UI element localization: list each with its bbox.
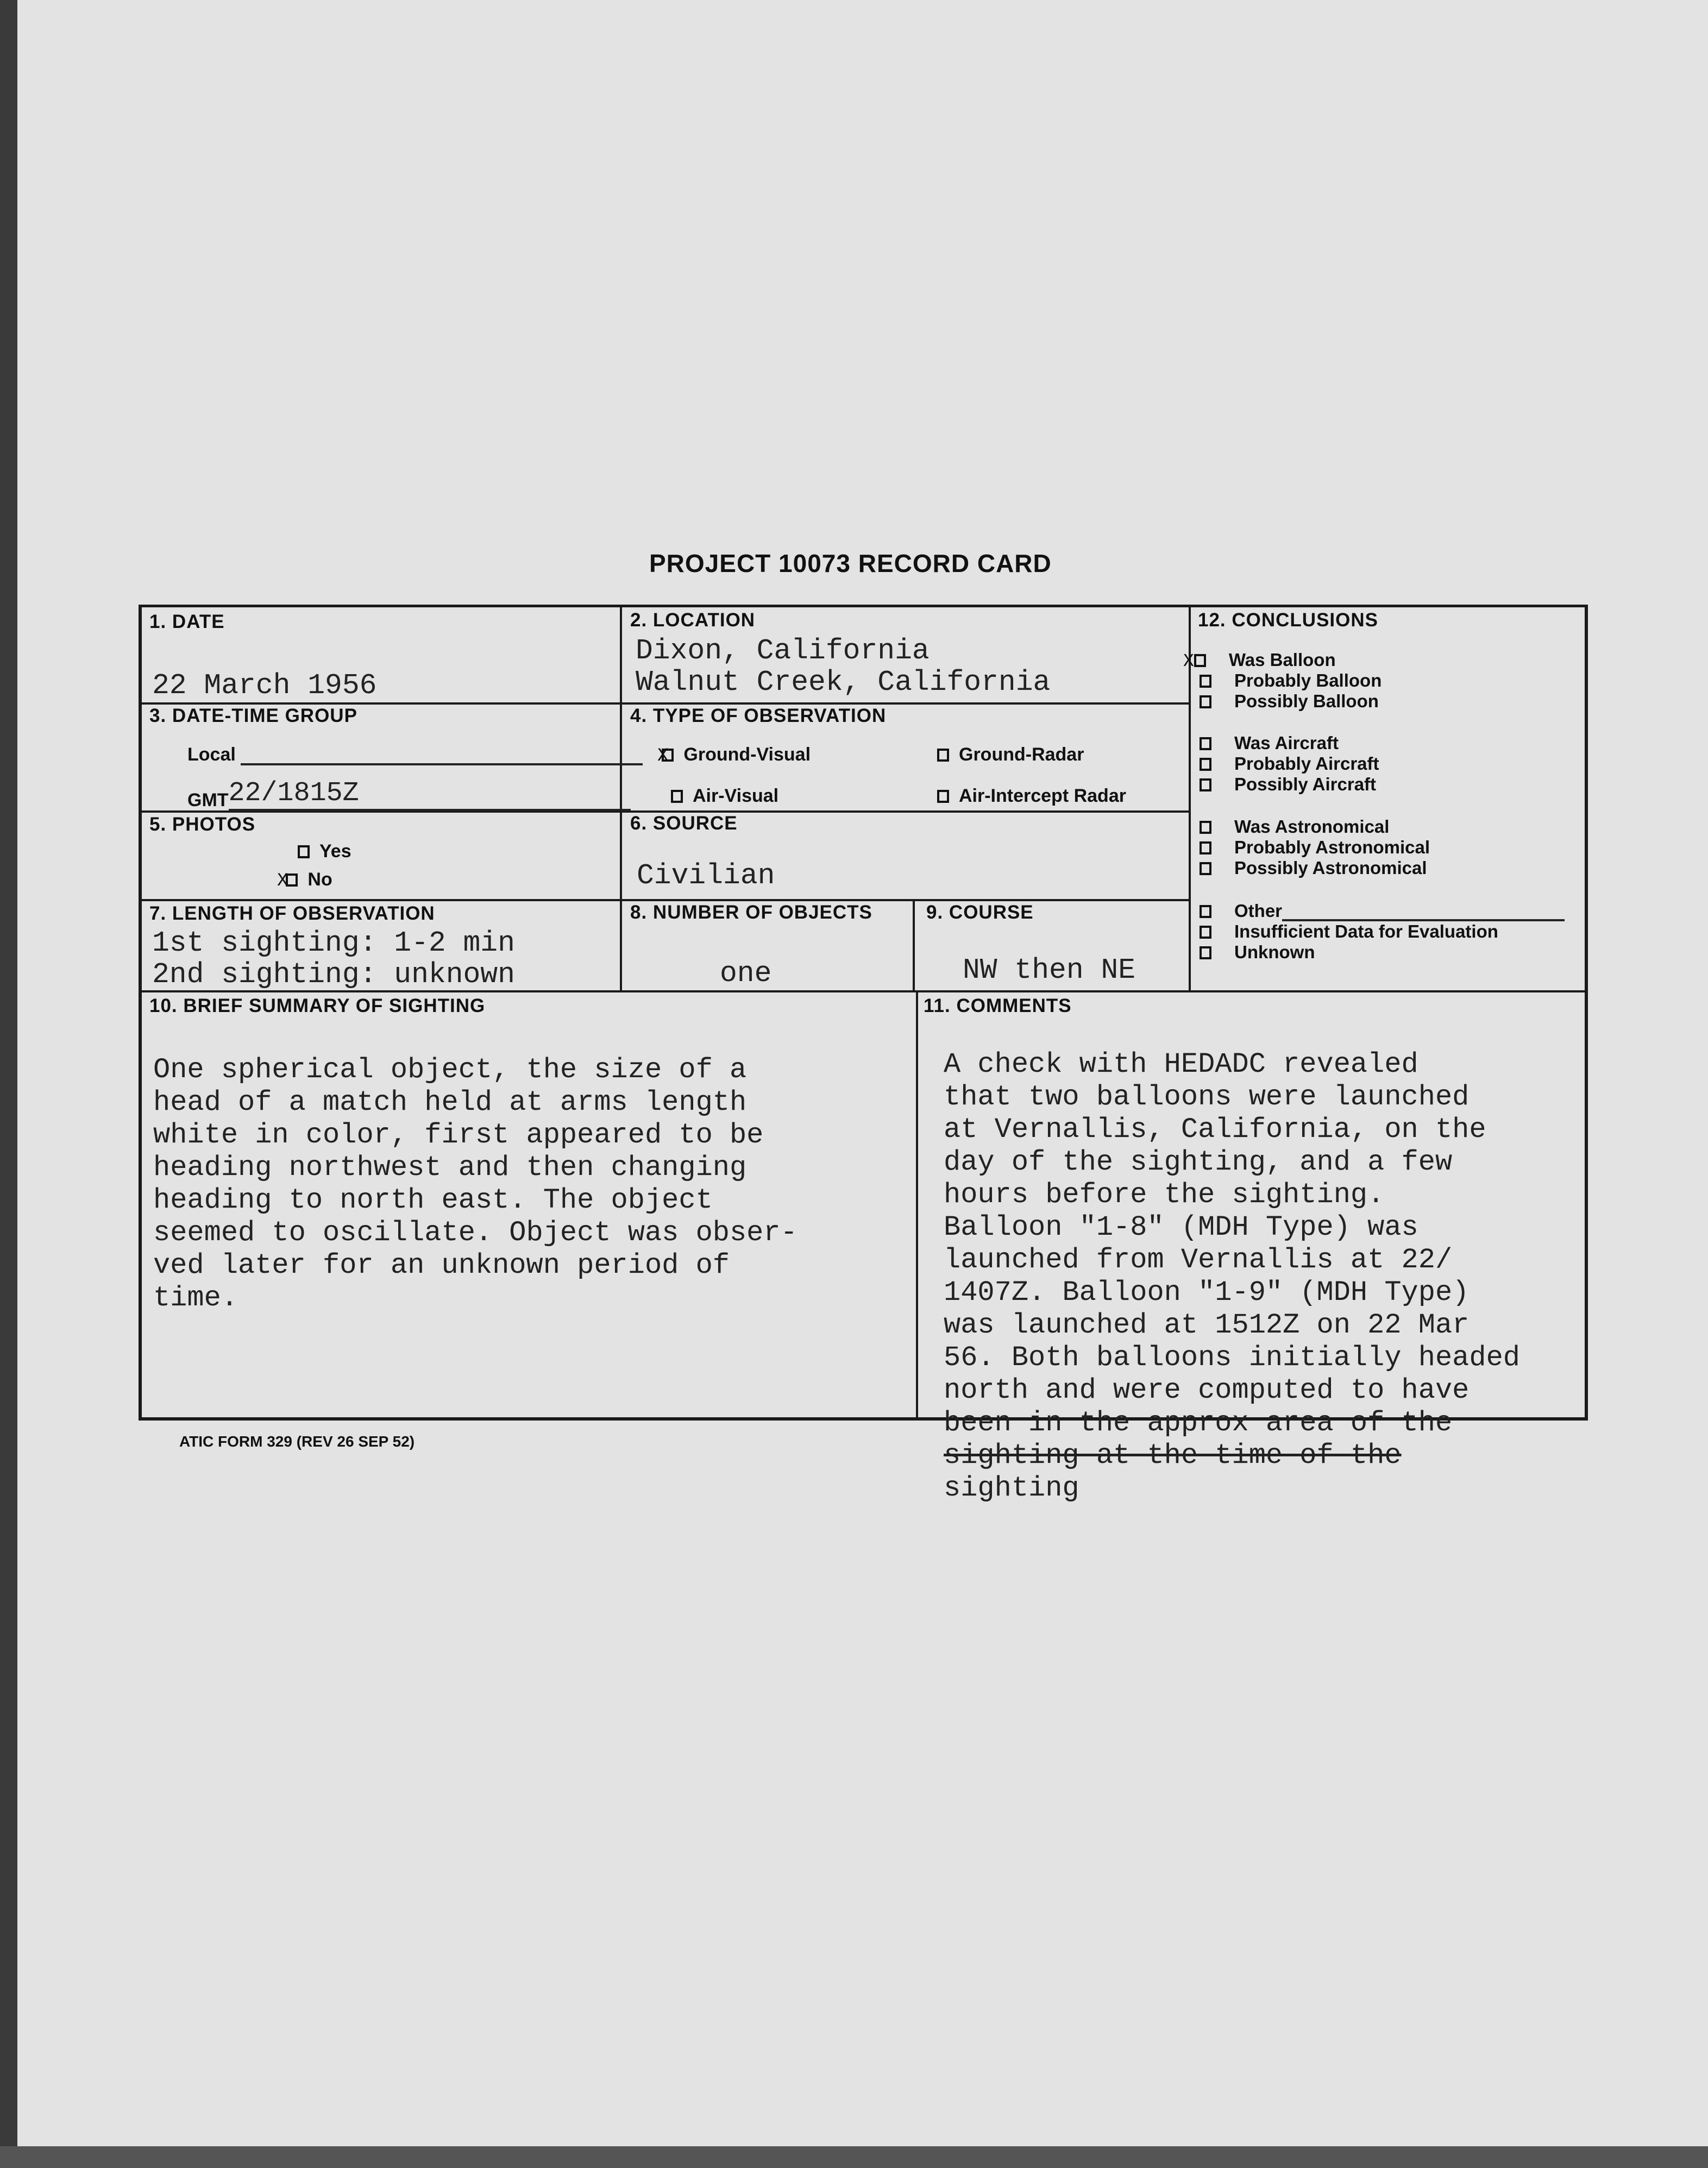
comments-line: north and were computed to have xyxy=(944,1374,1470,1406)
option-air-visual[interactable] xyxy=(671,785,778,807)
comments-line: A check with HEDADC revealed xyxy=(944,1048,1418,1080)
summary-line: heading northwest and then changing xyxy=(153,1152,747,1184)
checkbox-icon xyxy=(1200,926,1211,939)
conclusions-label: 12. CONCLUSIONS xyxy=(1198,609,1378,631)
comments-line: Balloon "1-8" (MDH Type) was xyxy=(944,1211,1418,1243)
num-objects-value: one xyxy=(720,957,772,990)
local-input[interactable] xyxy=(241,763,643,765)
comments-line: 1407Z. Balloon "1-9" (MDH Type) xyxy=(944,1277,1470,1309)
comments-struck-line: sighting at the time of the xyxy=(944,1440,1402,1472)
date-label: 1. DATE xyxy=(149,611,225,632)
check-mark: X xyxy=(277,871,288,891)
conclusion-option[interactable] xyxy=(1200,691,1379,712)
comments-label: 11. COMMENTS xyxy=(924,995,1072,1016)
divider xyxy=(142,899,1189,901)
checkbox-icon xyxy=(1194,654,1206,667)
conclusion-option[interactable] xyxy=(1200,942,1315,963)
local-label: Local xyxy=(187,744,236,765)
conclusion-label: Possibly Astronomical xyxy=(1234,858,1427,878)
checkbox-icon xyxy=(1200,758,1211,771)
length-label: 7. LENGTH OF OBSERVATION xyxy=(149,903,435,924)
summary-line: seemed to oscillate. Object was obser- xyxy=(153,1217,798,1249)
photos-no[interactable] xyxy=(277,869,332,891)
dtg-label: 3. DATE-TIME GROUP xyxy=(149,705,357,726)
checkbox-icon xyxy=(671,790,683,803)
summary-line: time. xyxy=(153,1282,238,1314)
option-label: No xyxy=(307,869,332,890)
option-label: Air-Visual xyxy=(693,785,779,806)
option-label: Yes xyxy=(319,841,351,862)
checkbox-icon xyxy=(662,749,674,762)
conclusion-option[interactable] xyxy=(1200,774,1376,795)
conclusion-option[interactable] xyxy=(1200,901,1565,921)
conclusion-label: Probably Balloon xyxy=(1234,670,1382,690)
gmt-field xyxy=(187,778,631,811)
check-mark: X xyxy=(657,746,669,766)
checkbox-icon xyxy=(1200,905,1211,918)
date-value: 22 March 1956 xyxy=(152,669,377,702)
other-input[interactable] xyxy=(1282,903,1565,921)
summary-line: white in color, first appeared to be xyxy=(153,1119,764,1151)
location-line-2: Walnut Creek, California xyxy=(636,666,1051,699)
summary-line: heading to north east. The object xyxy=(153,1184,713,1216)
conclusion-option[interactable] xyxy=(1200,858,1427,878)
summary-line: One spherical object, the size of a xyxy=(153,1054,747,1086)
checkbox-icon xyxy=(286,874,298,887)
conclusion-label: Was Astronomical xyxy=(1234,816,1390,837)
comments-line: that two balloons were launched xyxy=(944,1081,1470,1113)
conclusion-option[interactable] xyxy=(1200,921,1498,942)
comments-line: sighting xyxy=(944,1472,1079,1504)
checkbox-icon xyxy=(1200,946,1211,959)
option-air-intercept-radar[interactable] xyxy=(937,785,1126,807)
film-edge xyxy=(0,0,17,2168)
comments-line: day of the sighting, and a few xyxy=(944,1146,1453,1178)
length-line-1: 1st sighting: 1-2 min xyxy=(152,927,515,959)
checkbox-icon xyxy=(1200,675,1211,688)
option-label: Ground-Visual xyxy=(683,744,811,765)
option-label: Ground-Radar xyxy=(959,744,1084,765)
checkbox-icon xyxy=(1200,695,1211,708)
location-line-1: Dixon, California xyxy=(636,634,930,667)
num-objects-label: 8. NUMBER OF OBJECTS xyxy=(630,902,872,923)
check-mark: X xyxy=(1183,651,1194,671)
comments-text xyxy=(944,1016,1520,1505)
conclusion-label: Probably Astronomical xyxy=(1234,837,1430,857)
course-value: NW then NE xyxy=(963,954,1136,986)
conclusion-option[interactable] xyxy=(1200,837,1430,858)
comments-line: at Vernallis, California, on the xyxy=(944,1114,1486,1146)
summary-line: ved later for an unknown period of xyxy=(153,1249,730,1281)
course-label: 9. COURSE xyxy=(926,902,1034,923)
summary-label: 10. BRIEF SUMMARY OF SIGHTING xyxy=(149,995,486,1016)
checkbox-icon xyxy=(1200,821,1211,834)
conclusion-label: Possibly Aircraft xyxy=(1234,774,1377,794)
local-field xyxy=(187,744,643,765)
source-value: Civilian xyxy=(637,859,775,892)
obs-type-label: 4. TYPE OF OBSERVATION xyxy=(630,705,887,726)
summary-line: head of a match held at arms length xyxy=(153,1086,747,1118)
divider xyxy=(916,991,918,1421)
summary-text xyxy=(153,1021,798,1315)
conclusion-label: Was Balloon xyxy=(1228,650,1336,670)
option-ground-radar[interactable] xyxy=(937,744,1084,765)
gmt-label: GMT xyxy=(187,790,229,810)
comments-line: launched from Vernallis at 22/ xyxy=(944,1244,1453,1276)
conclusion-label: Unknown xyxy=(1234,942,1315,962)
checkbox-icon xyxy=(1200,841,1211,854)
conclusion-label: Other xyxy=(1234,901,1283,921)
comments-line: was launched at 1512Z on 22 Mar xyxy=(944,1309,1470,1341)
source-label: 6. SOURCE xyxy=(630,813,738,834)
film-edge-bottom xyxy=(0,2146,1708,2168)
conclusion-label: Possibly Balloon xyxy=(1234,691,1379,711)
divider xyxy=(142,702,1189,705)
form-footer: ATIC FORM 329 (REV 26 SEP 52) xyxy=(179,1433,415,1450)
checkbox-icon xyxy=(1200,862,1211,875)
checkbox-icon xyxy=(1200,737,1211,750)
checkbox-icon xyxy=(937,749,949,762)
length-line-2: 2nd sighting: unknown xyxy=(152,958,515,991)
conclusion-option[interactable] xyxy=(1200,670,1382,691)
conclusion-option[interactable] xyxy=(1183,650,1336,671)
comments-line: been in the approx area of the xyxy=(944,1407,1453,1439)
divider xyxy=(913,899,915,991)
conclusion-option[interactable] xyxy=(1200,816,1389,837)
checkbox-icon xyxy=(937,790,949,803)
conclusion-label: Insufficient Data for Evaluation xyxy=(1234,921,1498,941)
conclusion-label: Was Aircraft xyxy=(1234,733,1339,753)
conclusion-option[interactable] xyxy=(1200,733,1339,753)
checkbox-icon xyxy=(1200,778,1211,791)
gmt-value[interactable]: 22/1815Z xyxy=(229,778,631,811)
option-label: Air-Intercept Radar xyxy=(959,785,1126,806)
photos-label: 5. PHOTOS xyxy=(149,814,256,835)
photos-yes[interactable] xyxy=(298,841,351,862)
conclusion-option[interactable] xyxy=(1200,753,1379,774)
option-ground-visual[interactable] xyxy=(657,744,811,766)
location-label: 2. LOCATION xyxy=(630,609,756,631)
conclusion-label: Probably Aircraft xyxy=(1234,753,1379,774)
checkbox-icon xyxy=(298,845,310,858)
comments-line: hours before the sighting. xyxy=(944,1179,1385,1211)
comments-line: 56. Both balloons initially headed xyxy=(944,1342,1520,1374)
page-title: PROJECT 10073 RECORD CARD xyxy=(649,549,1052,577)
